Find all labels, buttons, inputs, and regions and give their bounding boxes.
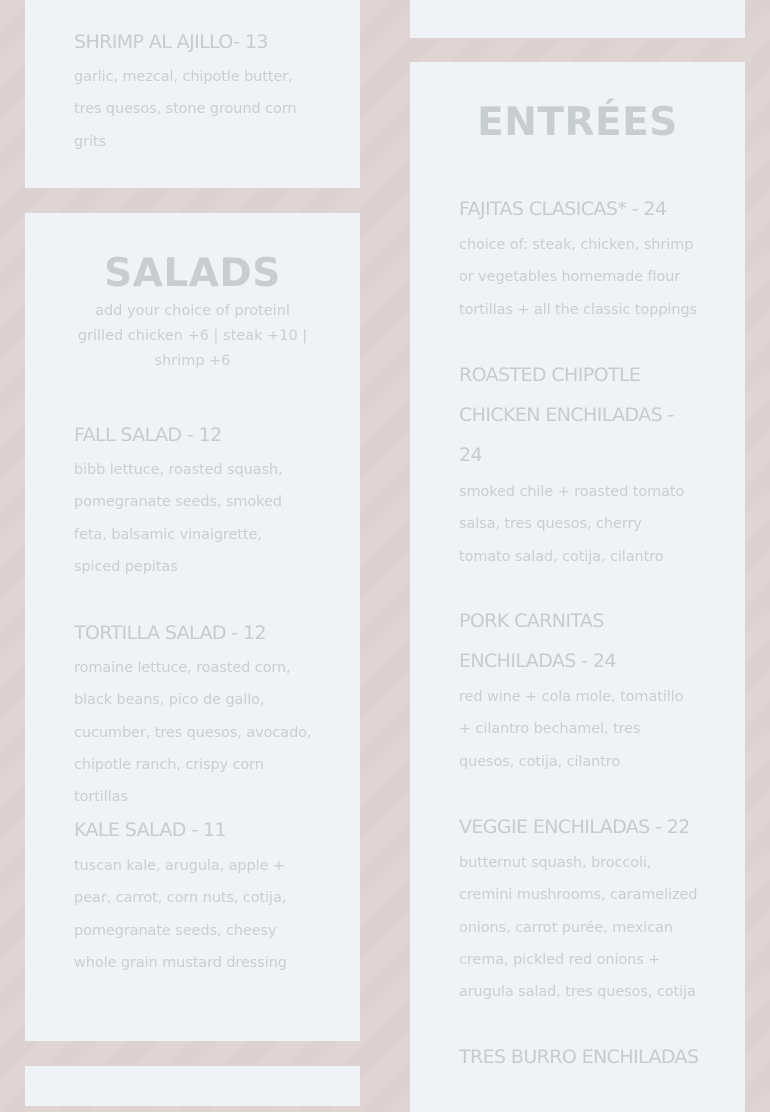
previous-section-card: [410, 0, 745, 38]
menu-item-title: VEGGIE ENCHILADAS - 22: [459, 816, 690, 838]
next-section-card: [25, 1066, 360, 1106]
menu-item-description: choice of: steak, chicken, shrimp or vegetables homemade flour tortillas + all the classic toppings: [459, 237, 698, 318]
menu-item-description: garlic, mezcal, chipotle butter, tres quesos, stone ground corn grits: [74, 69, 297, 150]
menu-item-description: tuscan kale, arugula, apple + pear, carrot, corn nuts, cotija, pomegranate seeds, cheesy whole grain mustard dressing: [74, 858, 287, 971]
section-title-entrees: ENTRÉES: [477, 100, 678, 145]
menu-item-description: butternut squash, broccoli, cremini mushrooms, caramelized onions, carrot purée, mexican crema, pickled red onions + arugula salad, tres quesos, cotija: [459, 855, 698, 1001]
salads-protein-note: add your choice of proteinl grilled chicken +6 | steak +10 | shrimp +6: [77, 303, 308, 369]
menu-item-title: TRES BURRO ENCHILADAS: [459, 1046, 699, 1068]
menu-item-description: red wine + cola mole, tomatillo + cilantro bechamel, tres quesos, cotija, cilantro: [459, 689, 684, 770]
menu-item-title: SHRIMP AL AJILLO- 13: [74, 31, 268, 53]
menu-item-title: ROASTED CHIPOTLE CHICKEN ENCHILADAS - 24: [459, 364, 674, 466]
salads-card: [25, 213, 360, 1041]
menu-item-title: TORTILLA SALAD - 12: [74, 622, 267, 644]
menu-item-title: PORK CARNITAS ENCHILADAS - 24: [459, 610, 616, 672]
menu-item-description: bibb lettuce, roasted squash, pomegranate seeds, smoked feta, balsamic vinaigrette, spiced pepitas: [74, 462, 283, 575]
menu-item-title: FALL SALAD - 12: [74, 424, 222, 446]
menu-item-title: FAJITAS CLASICAS* - 24: [459, 198, 667, 220]
menu-item-description: smoked chile + roasted tomato salsa, tres quesos, cherry tomato salad, cotija, cilantro: [459, 484, 685, 565]
entrees-card: [410, 62, 745, 1112]
appetizer-card: [25, 0, 360, 188]
menu-item-description: romaine lettuce, roasted corn, black beans, pico de gallo, cucumber, tres quesos, avocado, chipotle ranch, crispy corn tortillas: [74, 660, 312, 806]
menu-item-title: KALE SALAD - 11: [74, 819, 226, 841]
section-title-salads: SALADS: [104, 251, 281, 296]
